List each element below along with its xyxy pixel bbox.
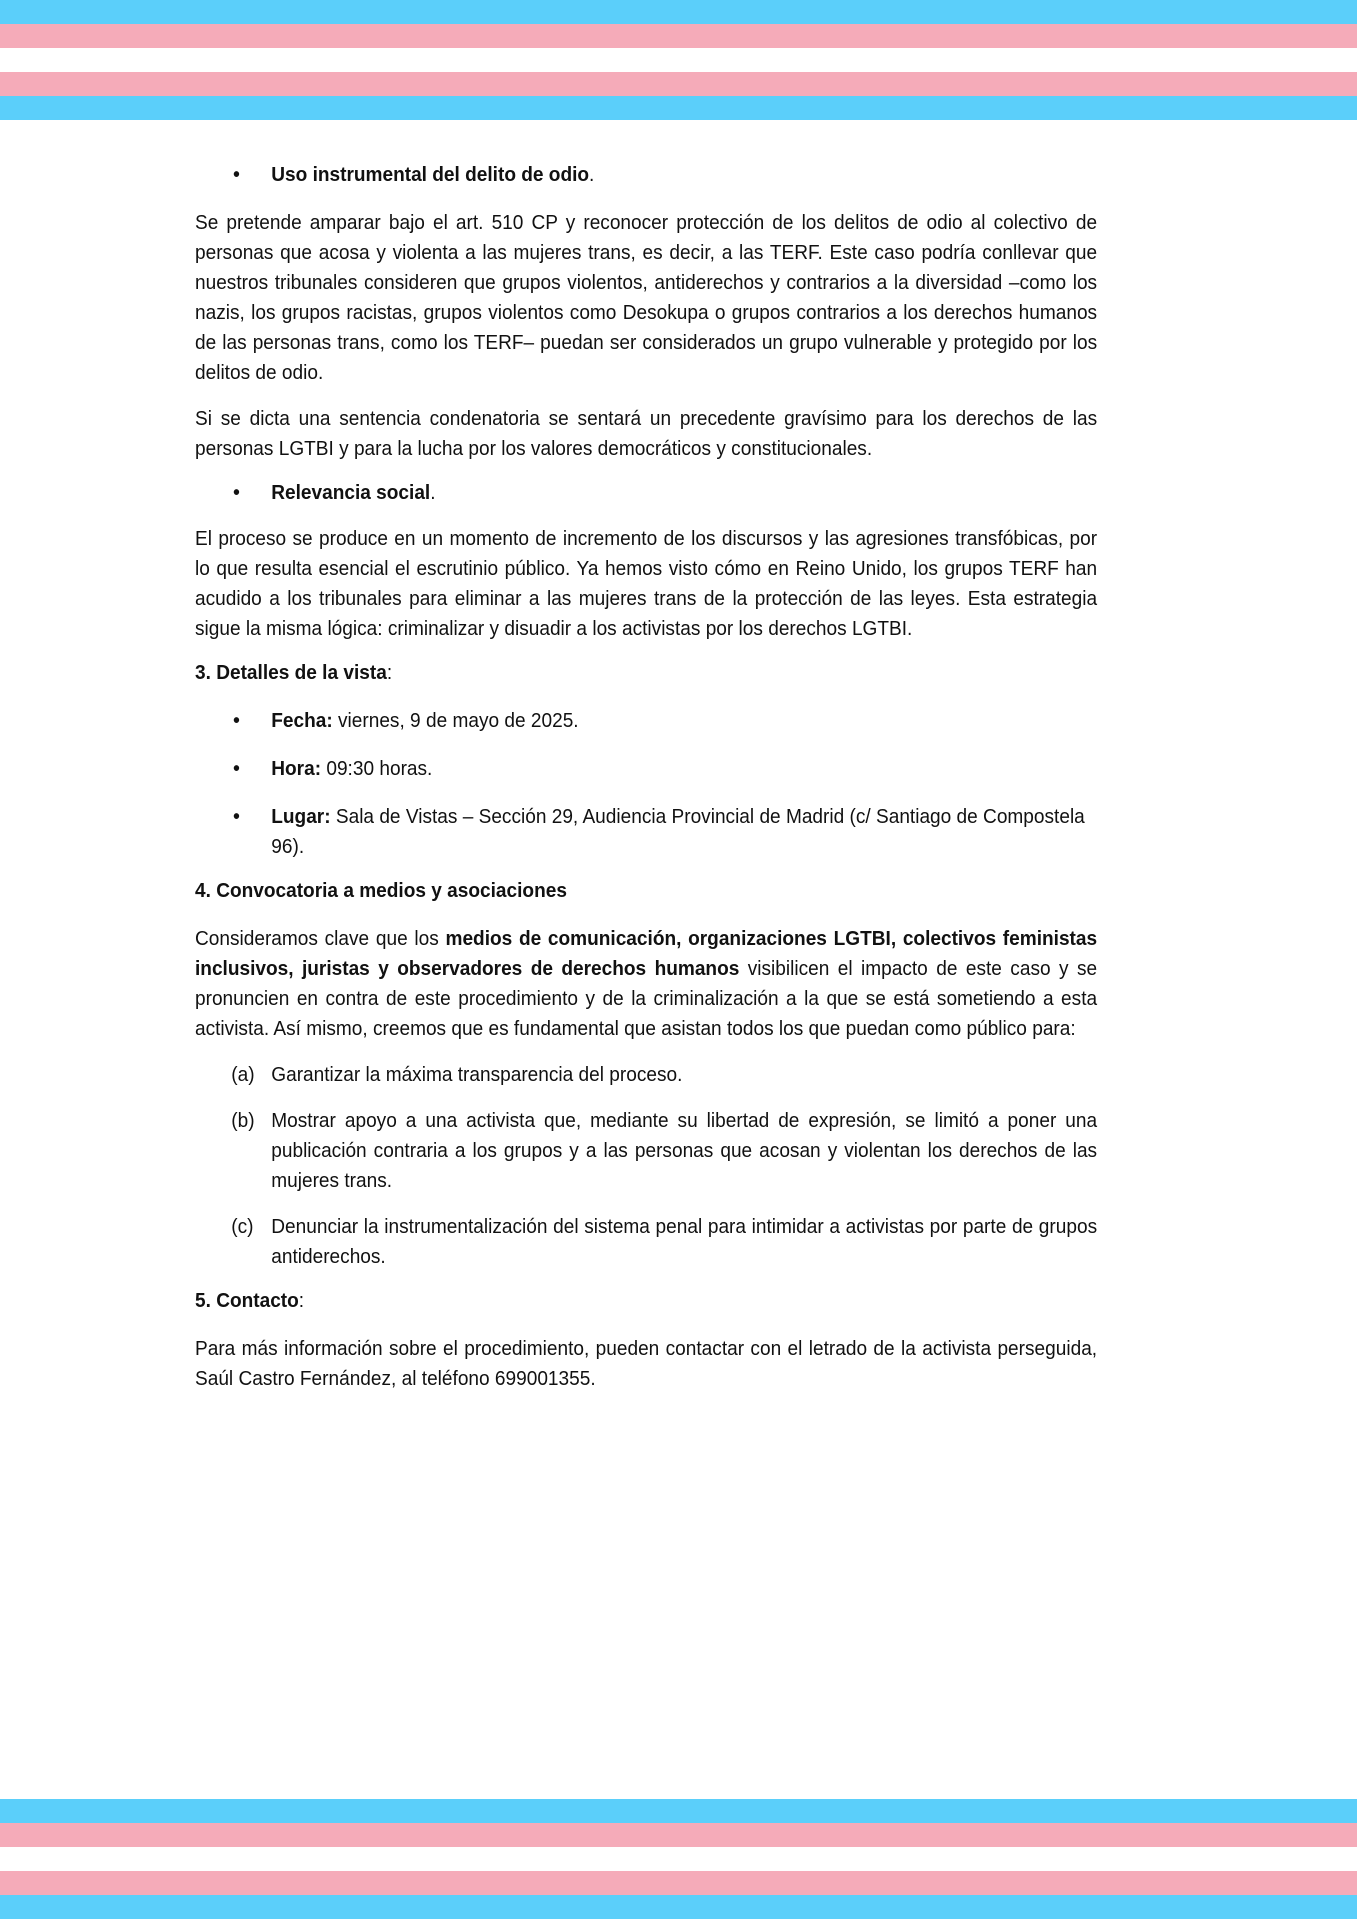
section-heading-convocatoria: 4. Convocatoria a medios y asociaciones — [195, 879, 567, 902]
document-body — [195, 160, 1097, 1394]
bullet-title-punct: . — [589, 163, 595, 186]
flag-stripe-white — [0, 1847, 1357, 1871]
trans-flag-footer — [0, 1799, 1357, 1919]
detail-label: Fecha: — [271, 709, 333, 732]
section-heading-detalles — [195, 658, 1097, 688]
list-item-b — [195, 1106, 1097, 1196]
detail-value: Sala de Vistas – Sección 29, Audiencia Provincial de Madrid (c/ Santiago de Compostela 96). — [271, 805, 1085, 858]
list-item-label: (c) — [231, 1215, 254, 1238]
flag-stripe-pink — [0, 24, 1357, 48]
section-heading-punct: : — [386, 661, 393, 684]
detail-value: 09:30 horas. — [321, 757, 433, 780]
section-heading-title: 5. Contacto — [195, 1289, 299, 1312]
list-item-text: Denunciar la instrumentalización del sistema penal para intimidar a activistas por parte de grupos antiderechos. — [271, 1215, 1098, 1268]
flag-stripe-blue — [0, 1895, 1357, 1919]
detail-hora — [195, 754, 1097, 784]
paragraph-proceso: El proceso se produce en un momento de incremento de los discursos y las agresiones transfóbicas, por lo que resulta esencial el escrutinio público. Ya hemos visto cómo en Reino Unido, los grupos TERF han acudido a los tribunales para eliminar a las mujeres trans de la protección de las leyes. Esta estrategia sigue la misma lógica: criminalizar y disuadir a los activistas por los derechos LGTBI. — [195, 527, 1098, 640]
detail-lugar — [195, 802, 1097, 862]
bullet-title: Relevancia social — [271, 481, 431, 504]
section-heading-title: 3. Detalles de la vista — [195, 661, 387, 684]
list-item-c — [195, 1212, 1097, 1272]
text-run-bold: medios de comunicación, organizaciones LGTBI, colectivos feministas inclusivos, juristas y observadores de derechos humanos — [195, 927, 1098, 980]
flag-stripe-blue — [0, 1799, 1357, 1823]
detail-label: Lugar: — [271, 805, 331, 828]
section-heading-contacto — [195, 1286, 1097, 1316]
list-item-a — [195, 1060, 1097, 1090]
bullet-uso-instrumental — [195, 160, 1097, 190]
detail-value: viernes, 9 de mayo de 2025. — [332, 709, 579, 732]
list-item-text: Garantizar la máxima transparencia del proceso. — [271, 1063, 683, 1086]
list-item-text: Mostrar apoyo a una activista que, mediante su libertad de expresión, se limitó a poner una publicación contraria a los grupos y a las personas que acosan y violentan los derechos de las mujeres trans. — [271, 1109, 1098, 1192]
list-item-label: (a) — [231, 1063, 255, 1086]
flag-stripe-pink — [0, 1871, 1357, 1895]
paragraph-art-510: Se pretende amparar bajo el art. 510 CP y reconocer protección de los delitos de odio al colectivo de personas que acosa y violenta a las mujeres trans, es decir, a las TERF. Este caso podría conllevar que nuestros tribunales consideren que grupos violentos, antiderechos y contrarios a la diversidad –como los nazis, los grupos racistas, grupos violentos como Desokupa o grupos contrarios a los derechos humanos de las personas trans, como los TERF– puedan ser considerados un grupo vulnerable y protegido por los delitos de odio. — [195, 211, 1098, 384]
section-heading-punct: : — [298, 1289, 305, 1312]
flag-stripe-pink — [0, 1823, 1357, 1847]
detail-fecha — [195, 706, 1097, 736]
flag-stripe-white — [0, 48, 1357, 72]
flag-stripe-pink — [0, 72, 1357, 96]
bullet-title: Uso instrumental del delito de odio — [271, 163, 590, 186]
list-item-label: (b) — [231, 1109, 255, 1132]
text-run: Consideramos clave que los — [195, 927, 446, 950]
bullet-relevancia-social — [195, 478, 1097, 508]
flag-stripe-blue — [0, 0, 1357, 24]
paragraph-contacto: Para más información sobre el procedimiento, pueden contactar con el letrado de la activista perseguida, Saúl Castro Fernández, al teléfono 699001355. — [195, 1337, 1098, 1390]
detail-label: Hora: — [271, 757, 322, 780]
flag-stripe-blue — [0, 96, 1357, 120]
paragraph-convocatoria — [195, 924, 1097, 1044]
trans-flag-header — [0, 0, 1357, 120]
bullet-title-punct: . — [430, 481, 436, 504]
text-run: visibilicen el impacto de este caso y se pronuncien en contra de este procedimiento y de la criminalización a la que se está sometiendo a esta activista. Así mismo, creemos que es fundamental que asistan todos los que puedan como público para: — [195, 957, 1098, 1040]
paragraph-sentencia: Si se dicta una sentencia condenatoria se sentará un precedente gravísimo para los derechos de las personas LGTBI y para la lucha por los valores democráticos y constitucionales. — [195, 407, 1098, 460]
